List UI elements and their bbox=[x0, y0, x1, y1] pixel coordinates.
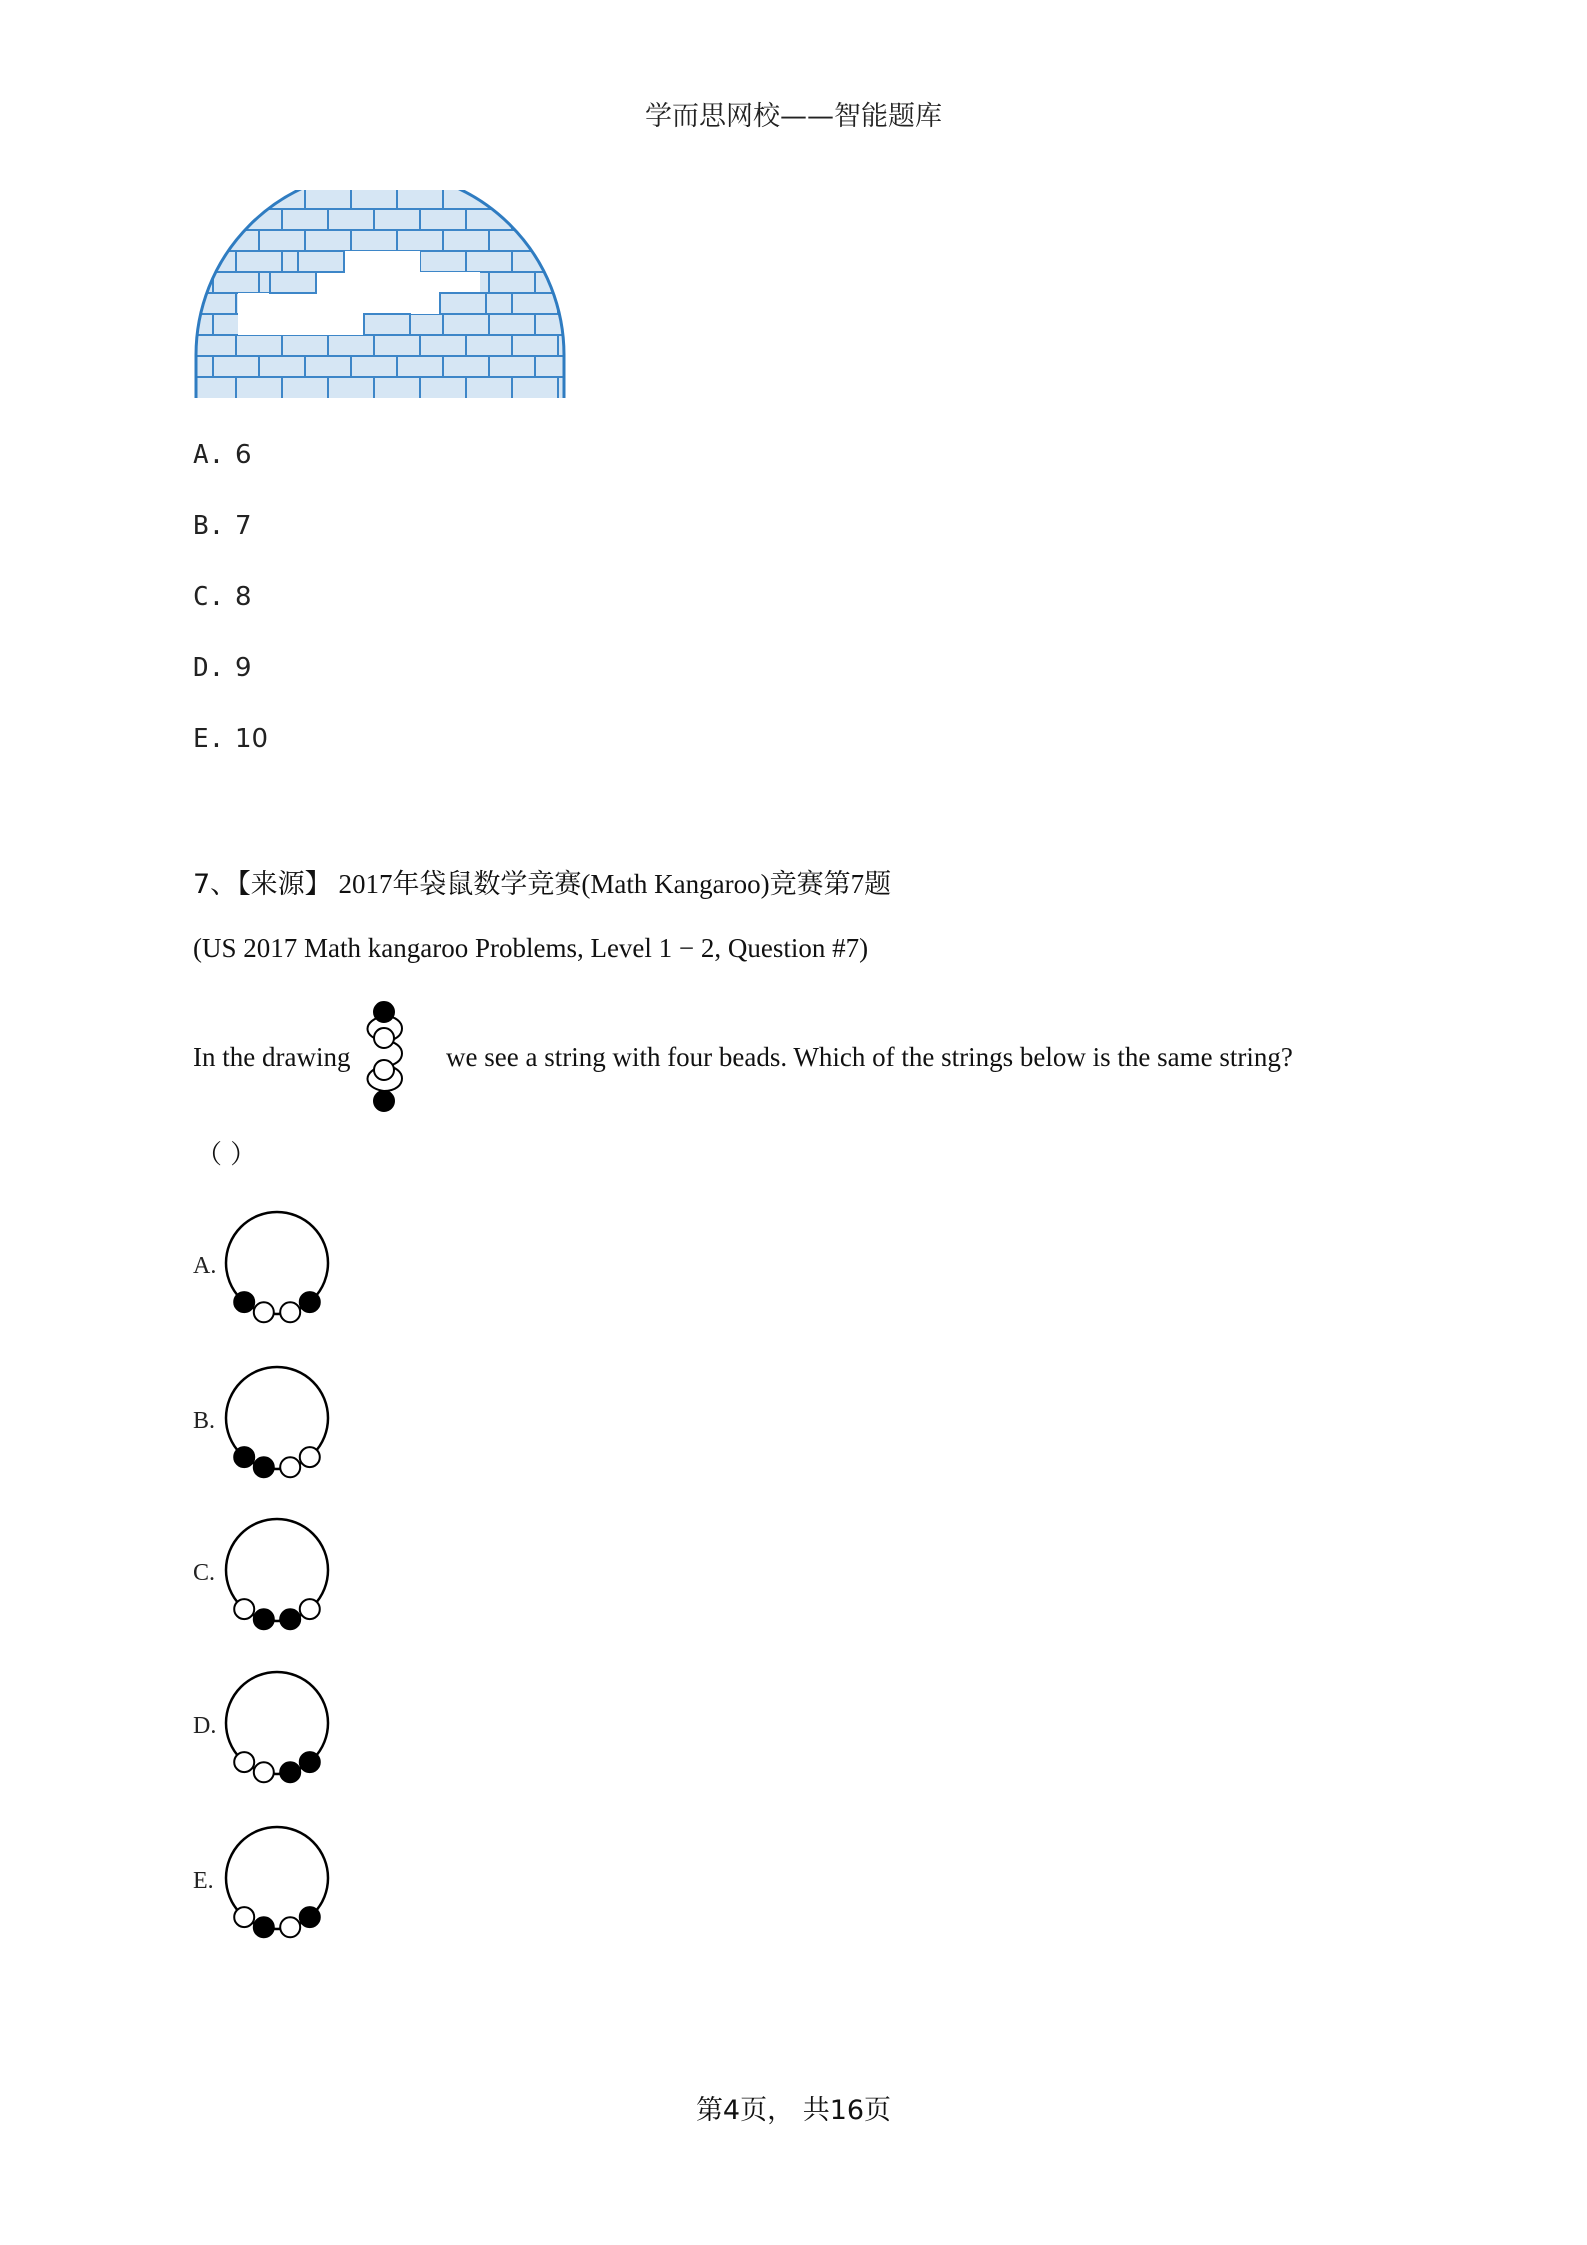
bead-string-ring bbox=[220, 1665, 340, 1795]
page-footer: 第4页， 共16页 bbox=[695, 2095, 892, 2126]
option-value: 7 bbox=[235, 511, 252, 541]
answer-blank: （ ） bbox=[196, 1140, 257, 1170]
bead-white bbox=[254, 1762, 274, 1782]
option-a[interactable] bbox=[193, 440, 252, 470]
bead-black bbox=[254, 1917, 274, 1937]
bead-black bbox=[300, 1292, 320, 1312]
option-letter: E. bbox=[193, 1868, 214, 1894]
option-b[interactable] bbox=[193, 511, 252, 541]
option-letter: A. bbox=[193, 440, 225, 470]
bead-white bbox=[300, 1599, 320, 1619]
bead-black bbox=[254, 1457, 274, 1477]
option-letter: A. bbox=[193, 1253, 217, 1279]
bead-string-ring bbox=[220, 1820, 340, 1950]
question-source: 2017年袋鼠数学竞赛(Math Kangaroo)竞赛第7题 bbox=[338, 869, 892, 899]
option-c[interactable] bbox=[193, 582, 252, 612]
question-text-after: we see a string with four beads. Which of the strings below is the same string? bbox=[446, 1042, 1293, 1072]
bead-black bbox=[300, 1907, 320, 1927]
bead-white bbox=[254, 1302, 274, 1322]
option-letter: E. bbox=[193, 724, 225, 754]
option-value: 10 bbox=[235, 724, 269, 754]
bead-white bbox=[234, 1599, 254, 1619]
bead-string-ring bbox=[220, 1512, 340, 1642]
option-letter: D. bbox=[193, 653, 225, 683]
bead-white bbox=[280, 1302, 300, 1322]
bead-string-ring bbox=[220, 1360, 340, 1490]
option-d[interactable] bbox=[193, 653, 252, 683]
question-text-before: In the drawing bbox=[193, 1042, 351, 1072]
bead-white bbox=[280, 1917, 300, 1937]
bead-black bbox=[280, 1762, 300, 1782]
option-letter: C. bbox=[193, 1560, 216, 1586]
bead-white bbox=[234, 1907, 254, 1927]
question-subtitle: (US 2017 Math kangaroo Problems, Level 1 − 2, Question #7) bbox=[193, 933, 869, 963]
option-letter: B. bbox=[193, 511, 225, 541]
bead-black bbox=[300, 1752, 320, 1772]
option-e[interactable] bbox=[193, 724, 268, 754]
option-letter: D. bbox=[193, 1713, 217, 1739]
bead-black bbox=[254, 1609, 274, 1629]
bead-string-drawing bbox=[360, 998, 420, 1118]
source-tag: 【来源】 bbox=[237, 869, 332, 900]
option-letter: B. bbox=[193, 1408, 216, 1434]
option-value: 8 bbox=[235, 582, 252, 612]
question-number: 7、 bbox=[193, 869, 238, 900]
bead-white bbox=[300, 1447, 320, 1467]
page-header: 学而思网校——智能题库 bbox=[645, 101, 942, 132]
bead-string-ring bbox=[220, 1205, 340, 1335]
option-value: 9 bbox=[235, 653, 252, 683]
bead-black bbox=[234, 1292, 254, 1312]
bead-black bbox=[234, 1447, 254, 1467]
option-value: 6 bbox=[235, 440, 252, 470]
question-source-line bbox=[193, 862, 891, 901]
bead-white bbox=[280, 1457, 300, 1477]
option-letter: C. bbox=[193, 582, 225, 612]
bead-black bbox=[280, 1609, 300, 1629]
bead-white bbox=[234, 1752, 254, 1772]
igloo-figure bbox=[190, 190, 570, 405]
